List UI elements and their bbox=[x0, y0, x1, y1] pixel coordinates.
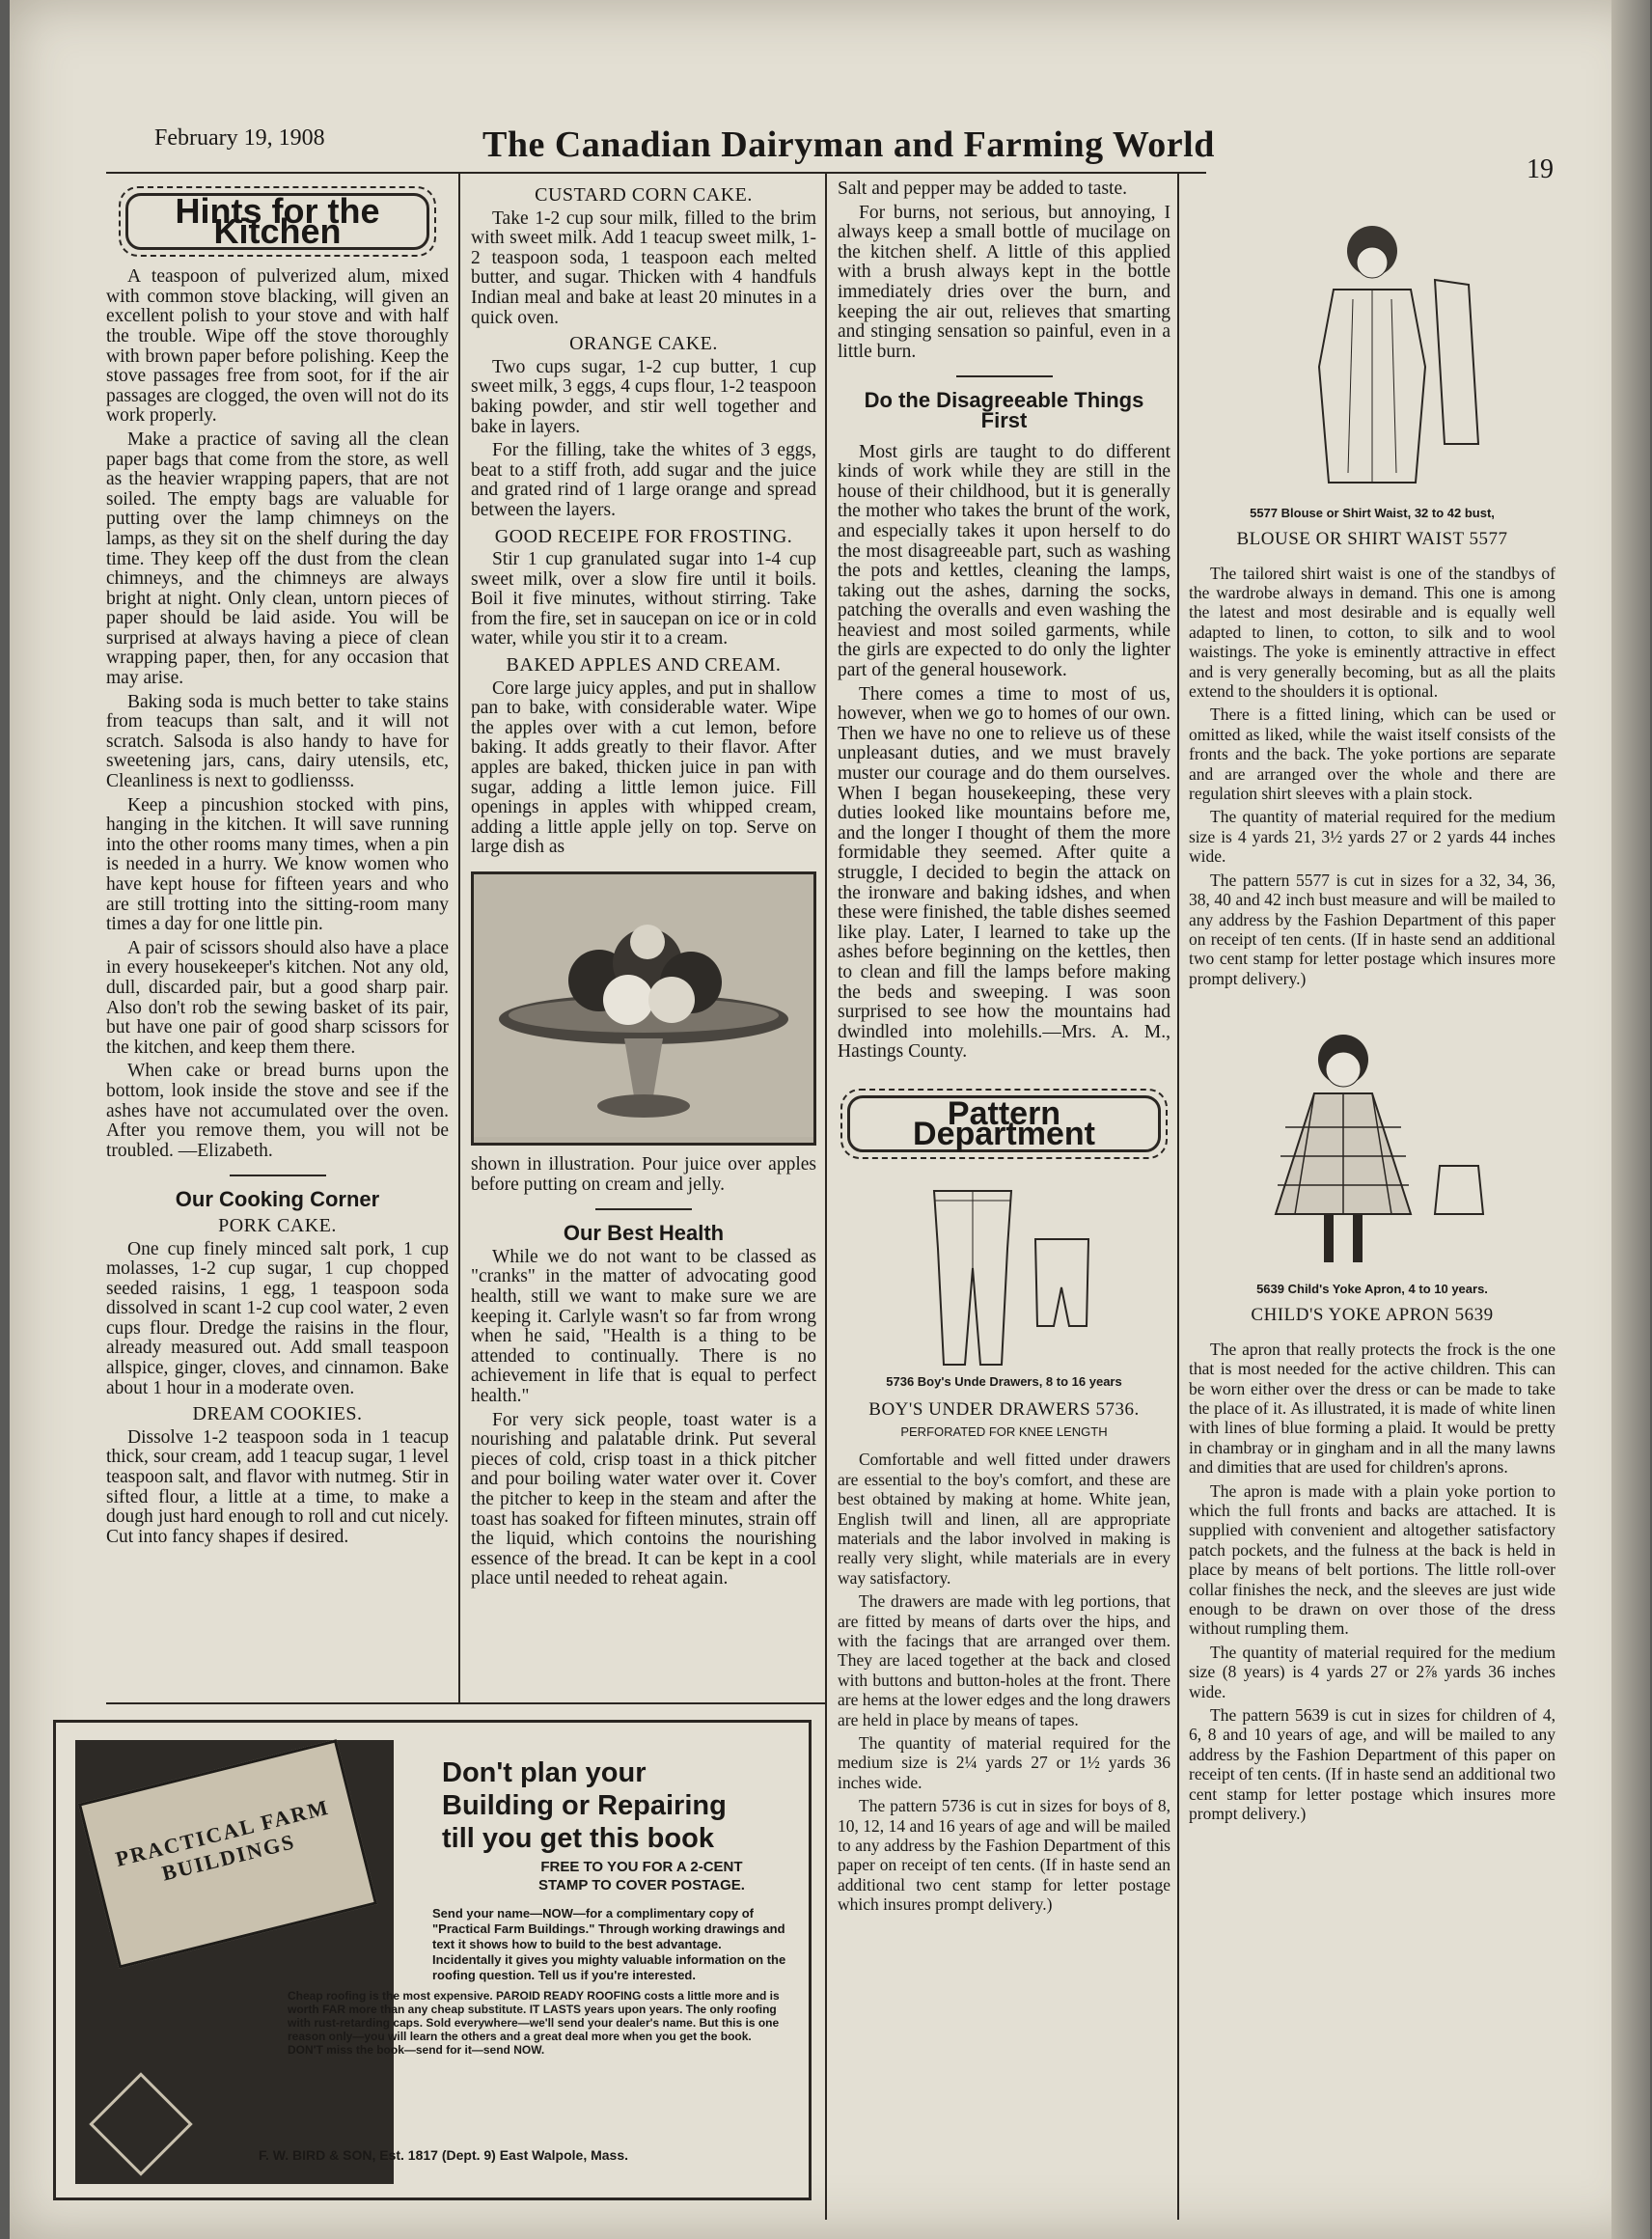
book-title: PRACTICAL FARM BUILDINGS bbox=[113, 1794, 332, 1886]
paragraph: Dissolve 1-2 teaspoon soda in 1 teacup thick, sour cream, add 1 teacup sugar, 1 level teaspoon salt, and flavor with nutmeg. Stir in sifted flour, a little at a time, to make a dough just hard enough to roll and cut nicely. Cut into fancy shapes if desired. bbox=[106, 1426, 449, 1547]
recipe-title: CUSTARD CORN CAKE. bbox=[535, 184, 753, 206]
paragraph: Most girls are taught to do different kinds of work while they are still in the house of their childhood, but it is generally the mother who takes the brunt of the work, and especially takes it upon herself to do the most disagreeable part, such as washing the pots and kettles, cleaning the lamps, taking out the ashes, darning the socks, patching the overalls and even washing the heaviest and most soiled garments, while the girls are expected to do only the lighter part of the general housework. bbox=[838, 441, 1170, 681]
paragraph: When cake or bread burns upon the bottom, look inside the stove and see if the ashes have not accumulated over the oven. After you remove them, you will not be troubled. —Elizabeth. bbox=[106, 1061, 449, 1161]
drawers-title: BOY'S UNDER DRAWERS 5736. bbox=[868, 1399, 1140, 1421]
paragraph: The pattern 5639 is cut in sizes for children of 4, 6, 8 and 10 years of age, and will be mailed to any address by the Fashion Department of this paper on receipt of ten cents. (If in haste send an additional two cent stamp for letter postage which insures more prompt delivery.) bbox=[1189, 1705, 1556, 1824]
headline-line: Don't plan your bbox=[442, 1757, 647, 1788]
paragraph: The tailored shirt waist is one of the standbys of the wardrobe always in demand. This one is among the latest and most desirable and is equally well adapted to linen, to cotton, to silk and to wool waistings. The yoke is eminently attractive in effect and is very generally becoming, but as all the plaits extend to the shoulders it is optional. bbox=[1189, 563, 1556, 702]
paragraph: Baking soda is much better to take stains from teacups than salt, and it will not scratch. Salsoda is also handy to have for sweetening jars, cans, dairy utensils, etc, Cleanliness is next to godliensss. bbox=[106, 691, 449, 792]
paragraph: Two cups sugar, 1-2 cup butter, 1 cup sweet milk, 3 eggs, 4 cups flour, 1-2 teaspoon baking powder, and stir well together and bake in layers. bbox=[471, 356, 816, 437]
column-rule bbox=[1177, 174, 1179, 2220]
paragraph: For the filling, take the whites of 3 eggs, beat to a stiff froth, add sugar and the juice and grated rind of 1 large orange and spread between the layers. bbox=[471, 440, 816, 520]
paragraph: One cup finely minced salt pork, 1 cup molasses, 1-2 cup sugar, 1 cup chopped seeded raisins, 1 egg, 1 teaspoon soda dissolved in scant 1-2 cup cool water, 2 even cups flour. Dredge the raisins in the flour, already measured out. Add small teaspoon allspice, ginger, cloves, and cinnamon. Bake about 1 hour in a moderate oven. bbox=[106, 1238, 449, 1398]
cooking-corner-title: Our Cooking Corner bbox=[175, 1187, 380, 1212]
paragraph: A teaspoon of pulverized alum, mixed with common stove blacking, will given an excellent polish to your stove and with half the trouble. Wipe off the stove thoroughly with brown paper before polishing. Keep the stove passages free from soot, for if the air passages are clogged, the oven will not do its work properly. bbox=[106, 266, 449, 427]
paragraph: The apron that really protects the frock is the one that is most needed for the active children. This can be worn either over the dress or can be made to take the place of it. As illustrated, it is made of white linen with lines of blue forming a plaid. It would be pretty in chambray or in gingham and in all the many lawns and dimities that are used for children's aprons. bbox=[1189, 1339, 1556, 1478]
ad-rule bbox=[106, 1702, 825, 1704]
best-health-title: Our Best Health bbox=[563, 1221, 725, 1246]
drawers-icon bbox=[838, 1172, 1170, 1374]
headline-line: till you get this book bbox=[442, 1823, 714, 1854]
paragraph: Salt and pepper may be added to taste. bbox=[838, 179, 1127, 199]
page-header bbox=[145, 124, 1554, 184]
header-rule bbox=[106, 172, 1206, 174]
issue-date: February 19, 1908 bbox=[154, 125, 325, 151]
recipe-title: DREAM COOKIES. bbox=[192, 1403, 363, 1425]
offer-line: FREE TO YOU FOR A 2-CENT bbox=[540, 1859, 743, 1875]
paragraph: The drawers are made with leg portions, that are fitted by means of darts over the hips, and with the facings that are arranged over them. They are laced together at the back and closed with buttons and button-holes at the front. There are hems at the lower edges and the long drawers are held in place by means of tapes. bbox=[838, 1591, 1170, 1729]
paragraph: For very sick people, toast water is a nourishing and palatable drink. Put several pieces of cold, crisp toast in a thick pitcher and pour boiling water water over it. Cover the pitcher to keep in the steam and after the toast has soaked for fifteen minutes, strain off the liquid, which contoins the nourishing essence of the bread. It can be kept in a cool place until needed to reheat again. bbox=[471, 1409, 816, 1589]
newspaper-page bbox=[10, 0, 1650, 2239]
blouse-caption: 5577 Blouse or Shirt Waist, 32 to 42 bust, bbox=[1250, 506, 1495, 520]
divider bbox=[595, 1208, 692, 1210]
paragraph: A pair of scissors should also have a place in every housekeeper's kitchen. Not any old, dull, discarded pair, but a good sharp pair. Also don't rob the sewing basket of its pair, but have one pair of good sharp scissors for the kitchen, and keep them there. bbox=[106, 937, 449, 1058]
farm-buildings-advertisement bbox=[53, 1720, 812, 2200]
recipe-title: ORANGE CAKE. bbox=[569, 333, 718, 355]
recipe-title: GOOD RECEIPE FOR FROSTING. bbox=[494, 525, 793, 547]
trademark-icon bbox=[89, 2072, 192, 2175]
drawers-subtitle: PERFORATED FOR KNEE LENGTH bbox=[900, 1424, 1108, 1439]
ad-free-offer bbox=[538, 1858, 745, 1894]
column-1 bbox=[106, 185, 449, 1551]
paragraph: Comfortable and well fitted under drawers are essential to the boy's comfort, and these are best obtained by making at home. White jean, English twill and linen, all are appropriate materials and the labor involved in making is really very slight, while materials are in every way satisfactory. bbox=[838, 1450, 1170, 1588]
drawers-caption: 5736 Boy's Unde Drawers, 8 to 16 years bbox=[886, 1374, 1122, 1390]
ad-paragraph: Cheap roofing is the most expensive. PAROID READY ROOFING costs a little more and is worth FAR more than any cheap substitute. IT LASTS years upon years. The only roofing with rust-retarding caps. Sold everywhere—we'll send your dealer's name. But this is one reason only—you will learn the others and a great deal more when you get the book. DON'T miss the book—send for it—send NOW. bbox=[288, 1989, 780, 2057]
pattern-department-title: Pattern Department bbox=[847, 1095, 1161, 1152]
paragraph: The quantity of material required for the medium size is 2¼ yards 27 or 1½ yards 36 inches wide. bbox=[838, 1733, 1170, 1792]
ad-footer: F. W. BIRD & SON, Est. 1817 (Dept. 9) East Walpole, Mass. bbox=[259, 2147, 629, 2163]
column-rule bbox=[825, 174, 827, 2220]
blouse-title: BLOUSE OR SHIRT WAIST 5577 bbox=[1236, 529, 1508, 549]
ad-headline bbox=[442, 1756, 727, 1855]
ad-body bbox=[288, 1906, 789, 2057]
paragraph: The pattern 5736 is cut in sizes for boys of 8, 10, 12, 14 and 16 years of age and will be mailed to any address by the Fashion Department of this paper on receipt of ten cents. (If in haste send an additional two cent stamp for letter postage which insures prompt delivery.) bbox=[838, 1796, 1170, 1915]
fruit-bowl-icon bbox=[474, 874, 813, 1137]
page-edge bbox=[1611, 0, 1650, 2239]
apron-caption: 5639 Child's Yoke Apron, 4 to 10 years. bbox=[1256, 1282, 1488, 1297]
apron-icon bbox=[1189, 1021, 1556, 1282]
paragraph: Keep a pincushion stocked with pins, hanging in the kitchen. It will save running into the other rooms many times, when a pin is needed in a hurry. We know women who have kept house for fifteen years and who are still trotting into the sitting-room many times a day for one little pin. bbox=[106, 794, 449, 935]
column-4 bbox=[1189, 193, 1556, 1827]
offer-line: STAMP TO COVER POSTAGE. bbox=[538, 1877, 745, 1893]
paragraph: The apron is made with a plain yoke portion to which the full fronts and backs are attached. It is supplied with convenient and altogether satisfactory patch pockets, and the fulness at the back is held in place by means of belt portions. The little roll-over collar finishes the neck, and the sleeves are just wide enough to be drawn on over those of the dress without rumpling them. bbox=[1189, 1480, 1556, 1639]
apron-illustration bbox=[1189, 1021, 1556, 1282]
column-2 bbox=[471, 180, 816, 1593]
paragraph: Take 1-2 cup sour milk, filled to the brim with sweet milk. Add 1 teacup sweet milk, 1-2 teaspoon soda, 1 teaspoon each melted butter, and sugar. Thicken with 4 handfuls Indian meal and bake at least 20 minutes in a quick oven. bbox=[471, 207, 816, 328]
column-3 bbox=[838, 180, 1170, 1919]
blouse-icon bbox=[1189, 193, 1556, 502]
divider bbox=[956, 375, 1053, 377]
paragraph: For burns, not serious, but annoying, I always keep a small bottle of mucilage on the kitchen shelf. A little of this applied with a brush always kept in the bottle immediately dries over the burn, and keeping the air out, relieves that smarting and stinging sensation so painful, even in a little burn. bbox=[838, 202, 1170, 362]
paragraph: The quantity of material required for the medium size (8 years) is 4 yards 27 or 2⅞ yards 36 inches wide. bbox=[1189, 1642, 1556, 1701]
paragraph: Core large juicy apples, and put in shallow pan to bake, with considerable water. Wipe the apples over with a cut lemon, before baking. It adds greatly to their flavor. After apples are baked, thicken juice in pan with sugar, adding a little lemon juice. Fill openings in apples with whipped cream, adding a little apple jelly on top. Serve on large dish as bbox=[471, 677, 816, 858]
publication-title: The Canadian Dairyman and Farming World bbox=[482, 124, 1215, 165]
drawers-illustration bbox=[838, 1172, 1170, 1374]
paragraph: Stir 1 cup granulated sugar into 1-4 cup sweet milk, over a slow fire until it boils. Boil it five minutes, without stirring. Take from the fire, set in saucepan on ice or in cold water, while you stir it to a cream. bbox=[471, 549, 816, 650]
paragraph: Make a practice of saving all the clean paper bags that come from the store, as well as the heavier wrapping papers, that are not soiled. The empty bags are valuable for putting over the lamp chimneys on the lamps, as they sit on the shelf during the day time. They keep off the dust from the clean chimneys, and the chimneys are always bright at night. Only clean, untorn pieces of paper should be laid aside. You will be surprised at always having a piece of clean wrapping paper, then, for any occasion that may arise. bbox=[106, 428, 449, 689]
paragraph: shown in illustration. Pour juice over apples before putting on cream and jelly. bbox=[471, 1154, 816, 1195]
recipe-title: BAKED APPLES AND CREAM. bbox=[506, 654, 782, 677]
divider bbox=[230, 1175, 326, 1176]
recipe-title: PORK CAKE. bbox=[218, 1214, 337, 1236]
paragraph: While we do not want to be classed as "cranks" in the matter of advocating good health, still we want to make sure we are keeping it. Carlyle wasn't so far from wrong when he said, "Health is a thing to be attended to continually. There is no achievement in life that is equal to perfect health." bbox=[471, 1246, 816, 1406]
paragraph: The pattern 5577 is cut in sizes for a 32, 34, 36, 38, 40 and 42 inch bust measure and will be mailed to any address by the Fashion Department of this paper on receipt of ten cents. (If in haste send an additional two cent stamp for letter postage which insures more prompt delivery.) bbox=[1189, 870, 1556, 988]
page-number: 19 bbox=[1527, 154, 1554, 184]
apron-title: CHILD'S YOKE APRON 5639 bbox=[1251, 1305, 1494, 1326]
ad-paragraph: Send your name—NOW—for a complimentary copy of "Practical Farm Buildings." Through working drawings and text it shows how to build to the best advantage. Incidentally it gives you mighty valuable information on the roofing question. Tell us if you're interested. bbox=[432, 1906, 786, 1982]
disagreeable-things-title: Do the Disagreeable Things First bbox=[864, 388, 1144, 432]
paragraph: There comes a time to most of us, however, when we go to homes of our own. Then we have no one to relieve us of these unpleasant duties, and we must bravely muster our courage and do them ourselves. When I began housekeeping, these very duties looked like mountains before me, and the longer I thought of them the more formidable they seemed. After quite a struggle, I decided to begin the attack on the ironware and baking idshes, and when these were finished, the table dishes seemed like play. Later, I learned to take up the ashes before beginning on the kettles, then to clean and fill the lamps before making the beds and sweeping. I was soon surprised to see how the mountains had dwindled into molehills.—Mrs. A. M., Hastings County. bbox=[838, 683, 1170, 1063]
blouse-illustration bbox=[1189, 193, 1556, 502]
kitchen-section-title: Hints for the Kitchen bbox=[125, 193, 429, 250]
paragraph: The quantity of material required for the medium size is 4 yards 21, 3½ yards 27 or 2 yards 44 inches wide. bbox=[1189, 807, 1556, 867]
column-rule bbox=[458, 174, 460, 1703]
headline-line: Building or Repairing bbox=[442, 1790, 727, 1821]
baked-apples-illustration bbox=[471, 871, 816, 1146]
paragraph: There is a fitted lining, which can be used or omitted as liked, while the waist itself consists of the fronts and the back. The yoke portions are separate and are arranged over the whole and there are regulation shirt sleeves with a plain stock. bbox=[1189, 705, 1556, 804]
